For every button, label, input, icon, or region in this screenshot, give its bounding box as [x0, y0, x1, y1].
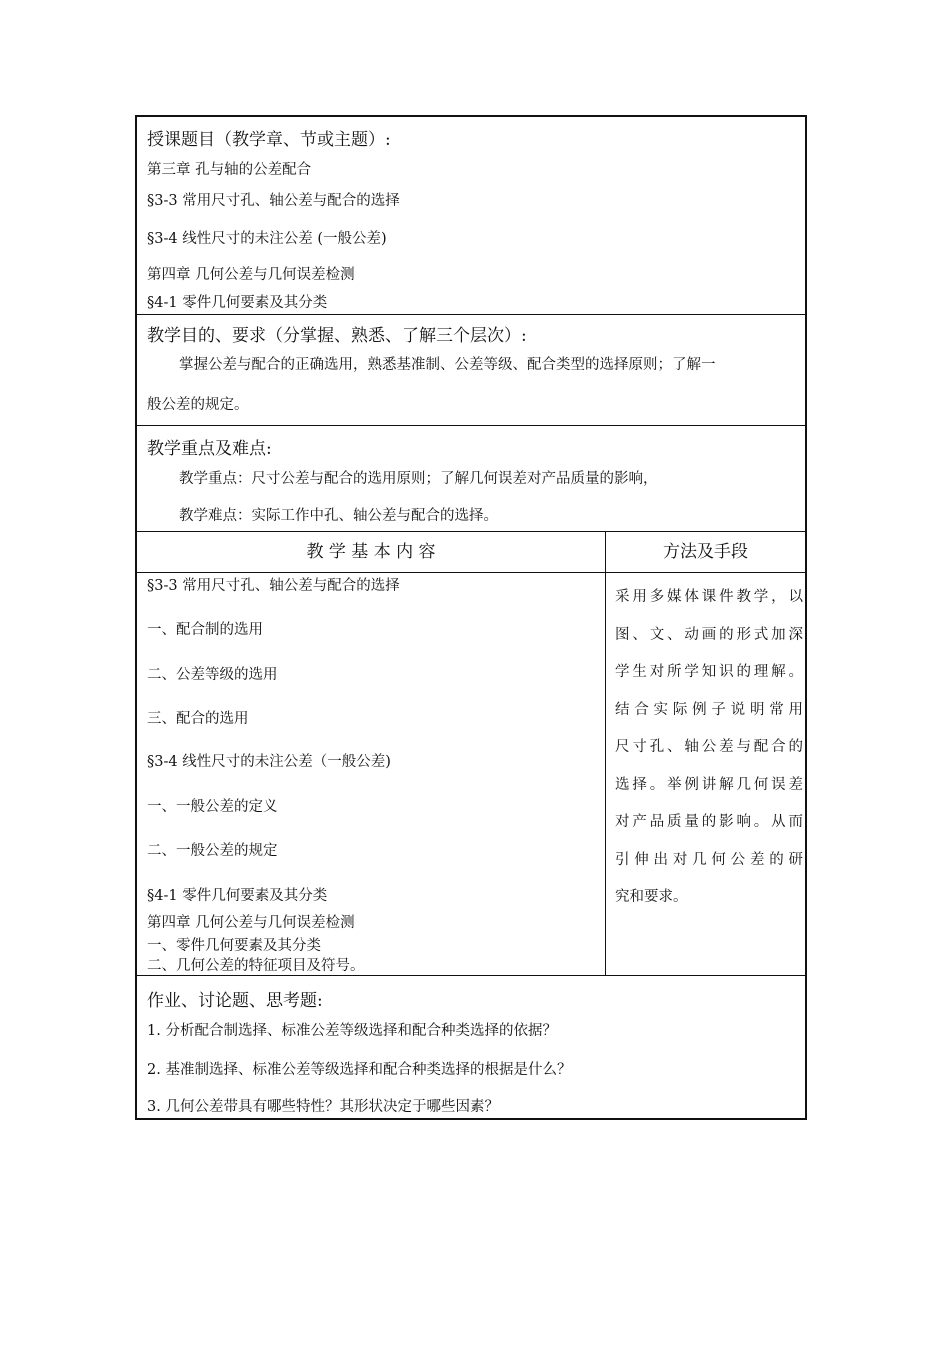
- homework-item: 3. 几何公差带具有哪些特性？其形状决定于哪些因素？: [147, 1099, 499, 1115]
- content-item: 第四章 几何公差与几何误差检测: [147, 915, 355, 931]
- content-item: 一、一般公差的定义: [147, 799, 278, 815]
- method-text-line: 对产品质量的影响。从而: [615, 814, 803, 830]
- method-text-line: 图、文、动画的形式加深: [615, 627, 803, 643]
- key-points-section: [137, 425, 805, 531]
- content-table: [137, 531, 805, 975]
- homework-section: [137, 975, 805, 1118]
- method-text-line: 尺寸孔、轴公差与配合的: [615, 739, 803, 755]
- column-divider: [605, 532, 606, 975]
- method-text-line: 结合实际例子说明常用: [615, 702, 803, 718]
- lesson-plan-table: [135, 115, 807, 1120]
- homework-heading: 作业、讨论题、思考题:: [147, 991, 323, 1011]
- content-item: 三、配合的选用: [147, 711, 249, 727]
- content-item: §3-4 线性尺寸的未注公差（一般公差): [147, 754, 391, 770]
- method-text-line: 选择。举例讲解几何误差: [615, 777, 803, 793]
- content-column-header: 教 学 基 本 内 容: [306, 542, 436, 562]
- objectives-heading: 教学目的、要求（分掌握、熟悉、了解三个层次）:: [147, 326, 527, 346]
- content-item: 二、公差等级的选用: [147, 667, 278, 683]
- topic-heading: 授课题目（教学章、节或主题）:: [147, 130, 391, 150]
- topic-section: [137, 117, 805, 314]
- content-item: 一、零件几何要素及其分类: [147, 938, 321, 954]
- header-divider: [137, 572, 805, 573]
- method-text-line: 采用多媒体课件教学，以: [615, 589, 803, 605]
- method-text-line: 引伸出对几何公差的研: [615, 852, 803, 868]
- content-item: §4-1 零件几何要素及其分类: [147, 888, 328, 904]
- method-text-line: 学生对所学知识的理解。: [615, 664, 803, 680]
- objectives-text: 般公差的规定。: [147, 397, 249, 413]
- content-item: 二、几何公差的特征项目及符号。: [147, 958, 365, 974]
- objectives-section: [137, 314, 805, 425]
- topic-line: 第四章 几何公差与几何误差检测: [147, 267, 355, 283]
- method-text-line: 究和要求。: [615, 889, 688, 905]
- key-points-heading: 教学重点及难点:: [147, 439, 272, 459]
- topic-line: §3-4 线性尺寸的未注公差 (一般公差): [147, 231, 387, 247]
- homework-item: 1. 分析配合制选择、标准公差等级选择和配合种类选择的依据？: [147, 1023, 557, 1039]
- homework-item: 2. 基准制选择、标准公差等级选择和配合种类选择的根据是什么？: [147, 1062, 572, 1078]
- content-item: §3-3 常用尺寸孔、轴公差与配合的选择: [147, 578, 400, 594]
- topic-line: §3-3 常用尺寸孔、轴公差与配合的选择: [147, 193, 400, 209]
- topic-line: 第三章 孔与轴的公差配合: [147, 162, 312, 178]
- content-item: 二、一般公差的规定: [147, 843, 278, 859]
- objectives-text: 掌握公差与配合的正确选用，熟悉基准制、公差等级、配合类型的选择原则；了解一: [179, 357, 716, 373]
- teaching-focus: 教学重点：尺寸公差与配合的选用原则；了解几何误差对产品质量的影响，: [179, 471, 658, 487]
- topic-line: §4-1 零件几何要素及其分类: [147, 295, 328, 311]
- content-item: 一、配合制的选用: [147, 622, 263, 638]
- teaching-difficulty: 教学难点：实际工作中孔、轴公差与配合的选择。: [179, 508, 498, 524]
- method-column-header: 方法及手段: [663, 542, 748, 562]
